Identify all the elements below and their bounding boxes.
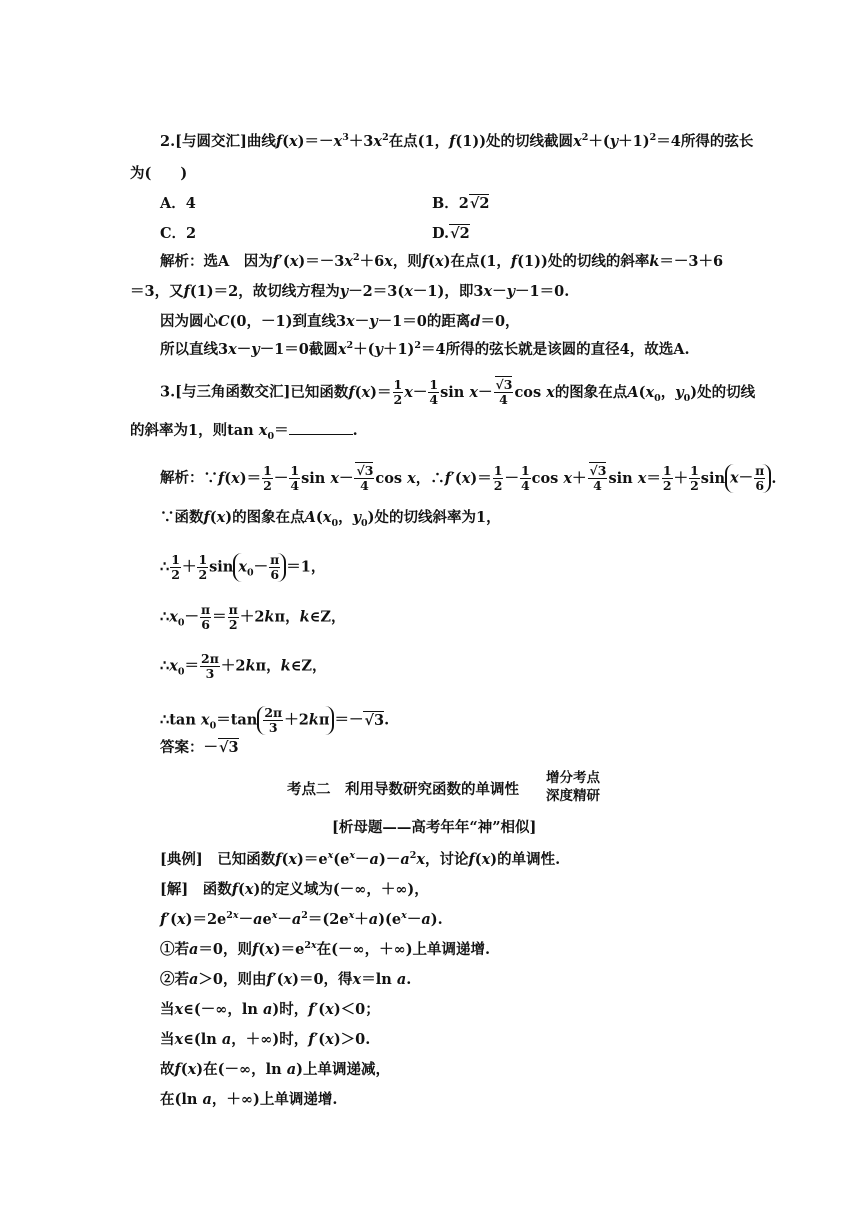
q2-option-b: B．2√ 2 <box>432 194 489 214</box>
q3-solution-label: 解析： <box>160 469 204 487</box>
q2-stem-line2: 为( ) <box>130 165 188 182</box>
q3-stem-line1: 3.[与三角函数交汇]已知函数f(x)＝ $\frac{1}{2}$ x－ $\frac{1}{4}$ sin x－ √ $\frac{3}{4}$ cos x的图象在点$A(x_0$，$y_0$)处的切线 <box>160 378 755 407</box>
example-solution-label: [解] <box>160 881 189 898</box>
section-title: 考点二 利用导数研究函数的单调性 <box>287 781 519 798</box>
q2-tag: [与圆交汇] <box>175 133 247 150</box>
q3-solution-line1: 解析：∵f(x)＝ $\frac{1}{2}$ － $\frac{1}{4}$ sin x－ √ $\frac{3}{4}$ cos x，∴f′(x)＝ $\frac{1}{2}$ － $\frac{1}{4}$ cos x＋ √ $\frac{3}{4}$ sin x＝ $\frac{1}{2}$ ＋ $\frac{1}{2}$ sin x－ $\frac{\pi}{6}$ . <box>160 464 776 493</box>
q2-solution-line4: 所以直线3x－y－1＝0截圆$x^2+(y+1)^2=4$所得的弦长就是该圆的直径4，故选A. <box>160 340 690 358</box>
q2-stem-text: 曲线$f(x)=-x^3+3x^2$在点(1，f(1))处的切线截圆$x^2+(y+1)^2=4$所得的弦长 <box>246 132 754 150</box>
q3-solution-line3: ∴ $\frac{1}{2}$ ＋ $\frac{1}{2}$ $\sin x_0-$ $\frac{\pi}{6}$ ＝1， <box>160 552 326 582</box>
q3-stem-line2: 的斜率为1，则$\tan x_0=$ . <box>130 422 358 442</box>
q2-number: 2. <box>160 133 176 150</box>
q3-answer-line <box>160 738 239 758</box>
example-line: [典例] 已知函数$f(x)=e^x(e^x-a)-a^2x$，讨论f(x)的单调性. <box>160 850 561 868</box>
q2-option-a: A．4 <box>160 195 196 212</box>
example-solution-line5: 当x∈(－∞，ln a)时，f′(x)＜0； <box>160 1001 380 1018</box>
example-solution-line6: 当x∈(ln a，＋∞)时，f′(x)＞0. <box>160 1031 371 1048</box>
q3-answer-label: 答案： <box>160 739 204 756</box>
q3-number: 3. <box>160 383 176 401</box>
example-solution-line2: $f'(x)=2e^{2x}-ae^x-a^2=(2e^x+a)(e^x-a)$. <box>160 910 443 928</box>
q3-solution-line2: ∵函数f(x)的图象在点$A(x_0$，$y_0$)处的切线斜率为1， <box>160 509 501 529</box>
q3-answer-value: －√ 3 <box>204 738 239 756</box>
q2-solution-line3: 因为圆心C(0，－1)到直线3x－y－1＝0的距离d＝0， <box>160 313 520 330</box>
q2-option-c: C．2 <box>160 225 197 242</box>
q2-solution-label: 解析： <box>160 253 204 270</box>
q2-option-d: D.√ 2 <box>432 224 470 244</box>
q2-solution-line1: 解析：选A 因为$f'(x)=-3x^2+6x$，则f(x)在点(1，f(1))处的切线的斜率k＝－3＋6 <box>160 252 724 270</box>
section-side-label-2: 深度精研 <box>546 788 600 804</box>
q3-solution-line6: ∴tan $x_0=\tan$ $\frac{2\pi}{3}$ ＋2kπ ＝－√ 3. <box>160 706 389 735</box>
example-label: [典例] <box>160 851 203 868</box>
q3-tag: [与三角函数交汇] <box>175 383 291 401</box>
q3-solution-line5: $\therefore x_0=$ $\frac{2\pi}{3}$ ＋2kπ，k∈Z， <box>160 651 327 681</box>
q2-stem-line1 <box>160 132 753 152</box>
example-solution-line3: ①若a＝0，则$f(x)=e^{2x}$在(－∞，＋∞)上单调递增. <box>160 940 491 958</box>
example-solution-line1: [解] 函数f(x)的定义域为(－∞，＋∞)， <box>160 881 429 898</box>
section-side-label-1: 增分考点 <box>546 770 600 786</box>
example-solution-line8: 在(ln a，＋∞)上单调递增. <box>160 1091 338 1108</box>
q3-answer-blank <box>289 420 353 435</box>
section-subtitle: [析母题——高考年年“神”相似] <box>332 819 537 836</box>
example-solution-line7: 故f(x)在(－∞，ln a)上单调递减， <box>160 1061 390 1078</box>
q3-solution-line4: $\therefore x_0-$ $\frac{\pi}{6}$ ＝ $\frac{\pi}{2}$ ＋2kπ，k∈Z， <box>160 602 346 632</box>
example-solution-line4: ②若a＞0，则由f′(x)＝0，得x＝ln a. <box>160 971 412 988</box>
q2-solution-line2: ＝3，又f(1)＝2，故切线方程为y－2＝3(x－1)，即3x－y－1＝0. <box>130 283 570 300</box>
